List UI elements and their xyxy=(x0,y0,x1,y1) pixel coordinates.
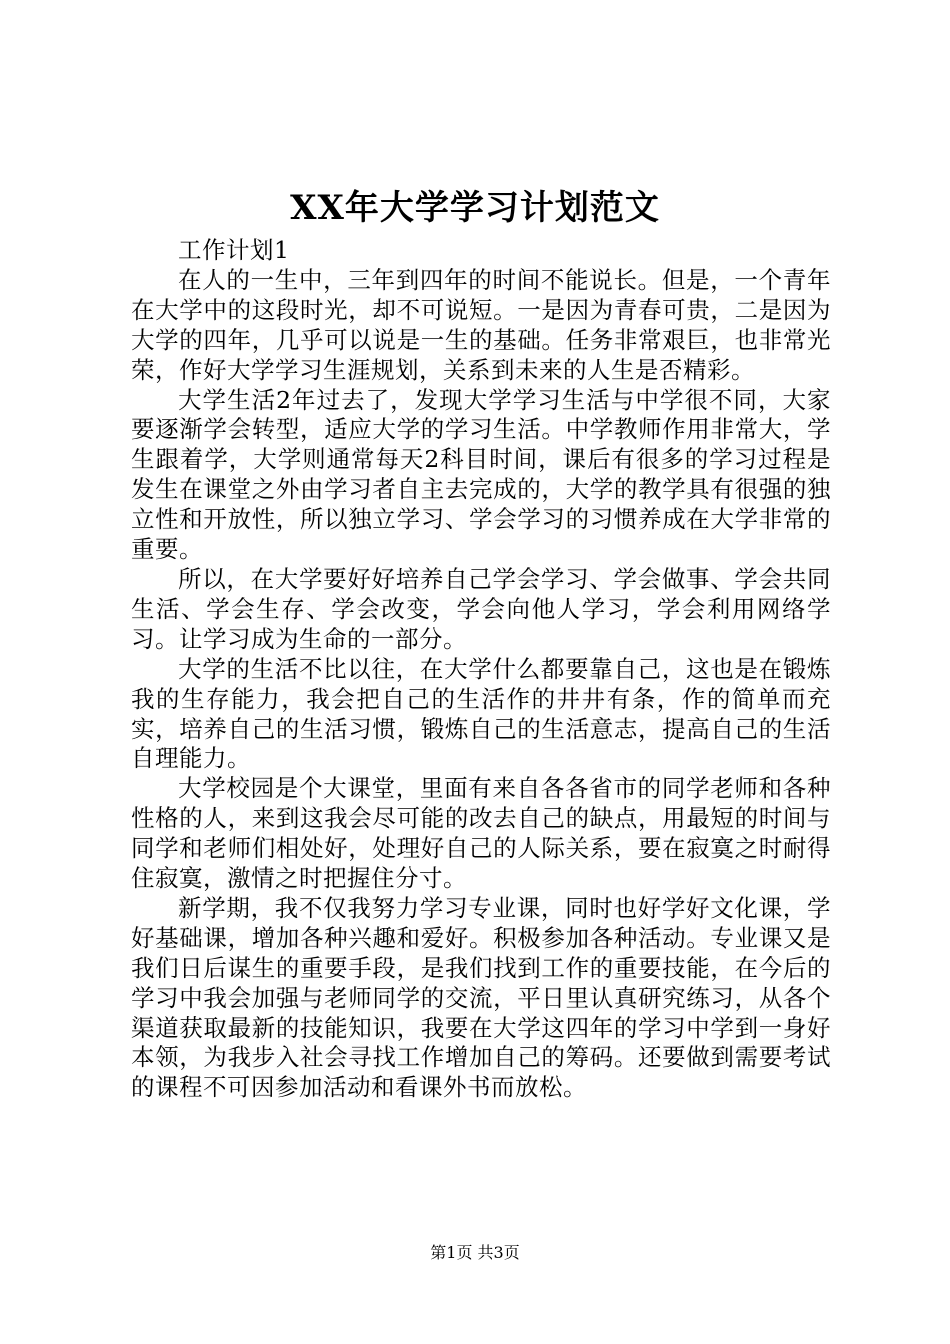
document-body xyxy=(131,236,831,1103)
paragraph: 大学的生活不比以往，在大学什么都要靠自己，这也是在锻炼我的生存能力，我会把自己的生活作的井井有条，作的简单而充实，培养自己的生活习惯，锻炼自己的生活意志，提高自己的生活自理能力。 xyxy=(131,654,831,773)
document-title: XX年大学学习计划范文 xyxy=(290,188,660,228)
paragraph: 新学期，我不仅我努力学习专业课，同时也好学好文化课，学好基础课，增加各种兴趣和爱好。积极参加各种活动。专业课又是我们日后谋生的重要手段，是我们找到工作的重要技能，在今后的学习中我会加强与老师同学的交流，平日里认真研究练习，从各个渠道获取最新的技能知识，我要在大学这四年的学习中学到一身好本领，为我步入社会寻找工作增加自己的筹码。还要做到需要考试的课程不可因参加活动和看课外书而放松。 xyxy=(131,893,831,1102)
page-footer: 第1页 共3页 xyxy=(430,1243,520,1262)
paragraph: 在人的一生中，三年到四年的时间不能说长。但是，一个青年在大学中的这段时光，却不可说短。一是因为青春可贵，二是因为大学的四年，几乎可以说是一生的基础。任务非常艰巨，也非常光荣，作好大学学习生涯规划，关系到未来的人生是否精彩。 xyxy=(131,265,831,384)
paragraph: 大学生活2年过去了，发现大学学习生活与中学很不同，大家要逐渐学会转型，适应大学的学习生活。中学教师作用非常大，学生跟着学，大学则通常每天2科目时间，课后有很多的学习过程是发生在课堂之外由学习者自主去完成的，大学的教学具有很强的独立性和开放性，所以独立学习、学会学习的习惯养成在大学非常的重要。 xyxy=(131,385,831,564)
section-heading: 工作计划1 xyxy=(178,236,290,264)
paragraph: 大学校园是个大课堂，里面有来自各各省市的同学老师和各种性格的人，来到这我会尽可能的改去自己的缺点，用最短的时间与同学和老师们相处好，处理好自己的人际关系，要在寂寞之时耐得住寂寞，激情之时把握住分寸。 xyxy=(131,774,831,893)
paragraph: 所以，在大学要好好培养自己学会学习、学会做事、学会共同生活、学会生存、学会改变，学会向他人学习，学会利用网络学习。让学习成为生命的一部分。 xyxy=(131,564,831,653)
